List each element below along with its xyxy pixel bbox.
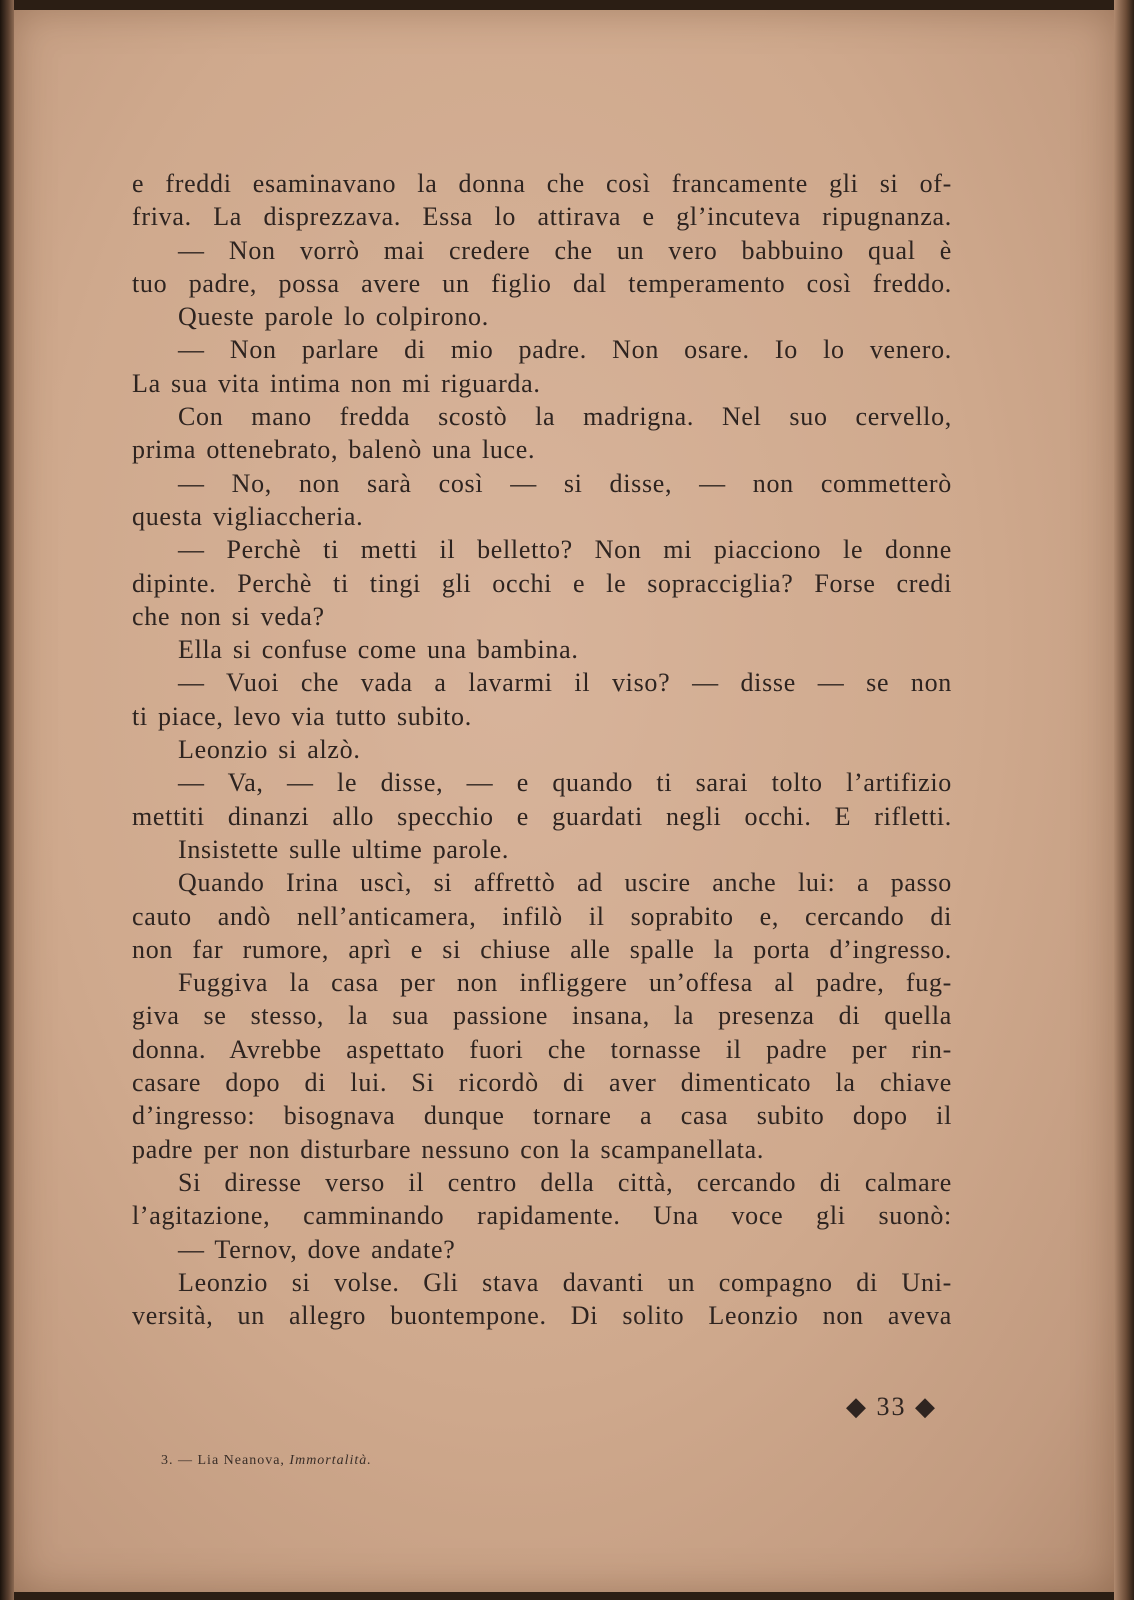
text-line: Con mano fredda scostò la madrigna. Nel suo cervello, [178,402,952,432]
text-line: friva. La disprezzava. Essa lo attirava e gl’incuteva ripugnanza. [132,202,952,232]
text-line: questa vigliaccheria. [132,501,364,531]
text-line: Leonzio si volse. Gli stava davanti un compagno di Uni- [178,1267,952,1297]
footer-author: Lia Neanova, [197,1453,285,1468]
page-number: ◆ 33 ◆ [846,1392,937,1421]
text-line: La sua vita intima non mi riguarda. [132,368,541,398]
text-line: padre per non disturbare nessuno con la scampanellata. [132,1134,765,1164]
text-line: donna. Avrebbe aspettato fuori che tornasse il padre per rin- [132,1034,952,1064]
text-line: Ella si confuse come una bambina. [178,635,579,665]
book-spine [0,0,14,1600]
text-line: — Perchè ti metti il belletto? Non mi piacciono le donne [178,535,952,565]
text-line: — Ternov, dove andate? [178,1234,456,1264]
text-line: Leonzio si alzò. [178,735,361,765]
text-line: dipinte. Perchè ti tingi gli occhi e le sopracciglia? Forse credi [132,568,952,598]
text-line: ti piace, levo via tutto subito. [132,701,472,731]
text-line: casare dopo di lui. Si ricordò di aver dimenticato la chiave [132,1068,952,1098]
text-line: Fuggiva la casa per non infliggere un’offesa al padre, fug- [178,968,952,998]
text-line: e freddi esaminavano la donna che così francamente gli si of- [132,169,952,198]
signature-footer [161,1453,372,1469]
text-line: d’ingresso: bisognava dunque tornare a casa subito dopo il [132,1101,952,1131]
book-page [14,10,1114,1592]
text-line: Si diresse verso il centro della città, cercando di calmare [178,1167,952,1197]
text-line: non far rumore, aprì e si chiuse alle spalle la porta d’ingresso. [132,934,952,964]
text-line: che non si veda? [132,601,325,631]
text-line: Insistette sulle ultime parole. [178,834,510,864]
text-line: — Vuoi che vada a lavarmi il viso? — disse — se non [178,668,952,698]
text-line: giva se stesso, la sua passione insana, la presenza di quella [132,1001,952,1031]
text-line: mettiti dinanzi allo specchio e guardati negli occhi. E rifletti. [132,801,952,831]
page-edge [1114,0,1134,1600]
text-line: versità, un allegro buontempone. Di solito Leonzio non aveva [132,1301,952,1331]
text-line: tuo padre, possa avere un figlio dal temperamento così freddo. [132,268,952,298]
text-line: — Va, — le disse, — e quando ti sarai tolto l’artifizio [178,768,952,798]
footer-book-title: Immortalità. [289,1453,372,1468]
text-line: Queste parole lo colpirono. [178,302,489,332]
text-line: — Non vorrò mai credere che un vero babbuino qual è [178,235,952,265]
body-text [132,167,952,1332]
text-line: — Non parlare di mio padre. Non osare. Io lo venero. [178,335,952,365]
text-line: cauto andò nell’anticamera, infilò il soprabito e, cercando di [132,901,952,931]
text-line: l’agitazione, camminando rapidamente. Una voce gli suonò: [132,1201,952,1231]
text-line: prima ottenebrato, balenò una luce. [132,435,536,465]
text-line: — No, non sarà così — si disse, — non commetterò [178,468,952,498]
text-line: Quando Irina uscì, si affrettò ad uscire anche lui: a passo [178,868,952,898]
signature-number: 3. — [161,1453,193,1468]
